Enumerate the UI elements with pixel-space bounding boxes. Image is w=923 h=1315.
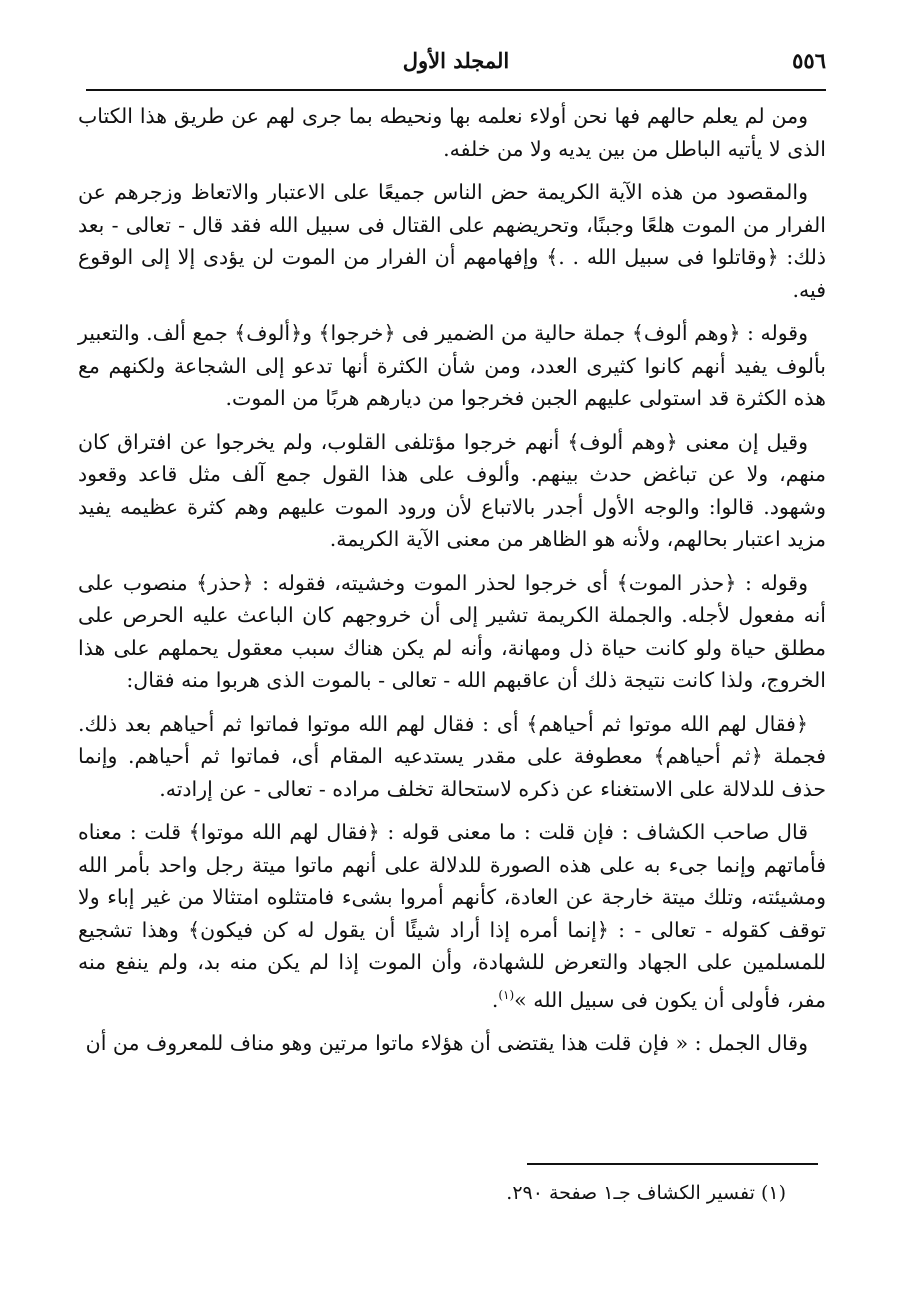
- paragraph: وقال الجمل : « فإن قلت هذا يقتضى أن هؤلاء ماتوا مرتين وهو مناف للمعروف من أن: [85, 1030, 808, 1055]
- paragraph: وقوله : ﴿وهم ألوف﴾ جملة حالية من الضمير فى ﴿خرجوا﴾ و﴿ألوف﴾ جمع ألف. والتعبير بألوف يفيد أنهم كانوا كثيرى العدد، ومن شأن الكثرة أنها تدعو إلى الشجاعة ولكنهم مع هذه الكثرة قد استولى عليهم الجبن فخرجوا من ديارهم هربًا من الموت.: [78, 321, 826, 410]
- paragraph: ومن لم يعلم حالهم فها نحن أولاء نعلمه بها ونحيطه بما جرى لهم عن طريق هذا الكتاب الذى لا يأتيه الباطل من بين يديه ولا من خلفه.: [78, 104, 826, 161]
- paragraph-text: قال صاحب الكشاف : فإن قلت : ما معنى قوله : ﴿فقال لهم الله موتوا﴾ قلت : معناه فأماتهم وإنما جىء به على هذه الصورة للدلالة على أنهم ماتوا ميتة رجل واحد بأمر الله ومشيئته، وتلك ميتة خارجة عن العادة، كأنهم أمروا بشىء فامتثلوه امتثالا من غير إباء ولا توقف كقوله - تعالى - : ﴿إنما أمره إذا أراد شيئًا أن يقول له كن فيكون﴾ وهذا تشجيع للمسلمين على الجهاد والتعرض للشهادة، وأن الموت إذا لم يكن منه بد، ولم ينفع منه مفر، فأولى أن يكون فى سبيل الله »: [78, 820, 826, 1012]
- paragraph: وقوله : ﴿حذر الموت﴾ أى خرجوا لحذر الموت وخشيته، فقوله : ﴿حذر﴾ منصوب على أنه مفعول لأجله. والجملة الكريمة تشير إلى أن خروجهم كان الباعث عليه الحرص على مطلق حياة ولو كانت حياة ذل ومهانة، وأنه لم يكن هناك سبب معقول يحملهم على هذا الخروج، ولذا كانت نتيجة ذلك أن عاقبهم الله - تعالى - بالموت الذى هربوا منه فقال:: [78, 570, 826, 692]
- footnote-reference: (١): [498, 987, 515, 1002]
- footnote-divider: [527, 1163, 818, 1165]
- paragraph: قال صاحب الكشاف : فإن قلت : ما معنى قوله : ﴿فقال لهم الله موتوا﴾ قلت : معناه فأماتهم وإنما جىء به على هذه الصورة للدلالة على أنهم ماتوا ميتة رجل واحد بأمر الله ومشيئته، وتلك ميتة خارجة عن العادة، كأنهم أمروا بشىء فامتثلوه امتثالا من غير إباء ولا توقف كقوله - تعالى - : ﴿إنما أمره إذا أراد شيئًا أن يقول له كن فيكون﴾ وهذا تشجيع للمسلمين على الجهاد والتعرض للشهادة، وأن الموت إذا لم يكن منه بد، ولم ينفع منه مفر، فأولى أن يكون فى سبيل الله »$^{(١)}$.: [78, 820, 826, 1012]
- main-text: [78, 100, 826, 1070]
- volume-title: المجلد الأول: [402, 48, 510, 73]
- paragraph: والمقصود من هذه الآية الكريمة حض الناس جميعًا على الاعتبار والاتعاظ وزجرهم عن الفرار من الموت هلعًا وجبنًا، وتحريضهم على القتال فى سبيل الله فقد قال - تعالى - بعد ذلك: ﴿وقاتلوا فى سبيل الله . .﴾ وإفهامهم أن الفرار من الموت لن يؤدى إلا إلى الوقوع فيه.: [78, 180, 826, 302]
- page-number: ٥٥٦: [792, 48, 826, 73]
- header-divider: [86, 89, 826, 91]
- page-header: [86, 44, 826, 80]
- paragraph: وقيل إن معنى ﴿وهم ألوف﴾ أنهم خرجوا مؤتلفى القلوب، ولم يخرجوا عن افتراق كان منهم، ولا عن تباغض حدث بينهم. وألوف على هذا القول جمع آلف مثل قاعد وقعود وشهود. قالوا: والوجه الأول أجدر بالاتباع لأن ورود الموت عليهم وهم كثرة عظيمه يفيد مزيد اعتبار بحالهم، ولأنه هو الظاهر من معنى الآية الكريمة.: [78, 429, 826, 551]
- paragraph: ﴿فقال لهم الله موتوا ثم أحياهم﴾ أى : فقال لهم الله موتوا فماتوا ثم أحياهم بعد ذلك. فجملة ﴿ثم أحياهم﴾ معطوفة على مقدر يستدعيه المقام أى، فماتوا ثم أحياهم. وإنما حذف للدلالة على الاستغناء عن ذكره لاستحالة تخلف مراده - تعالى - عن إرادته.: [78, 711, 826, 801]
- footnote: (١) تفسير الكشاف جـ١ صفحة ٢٩٠.: [506, 1182, 786, 1204]
